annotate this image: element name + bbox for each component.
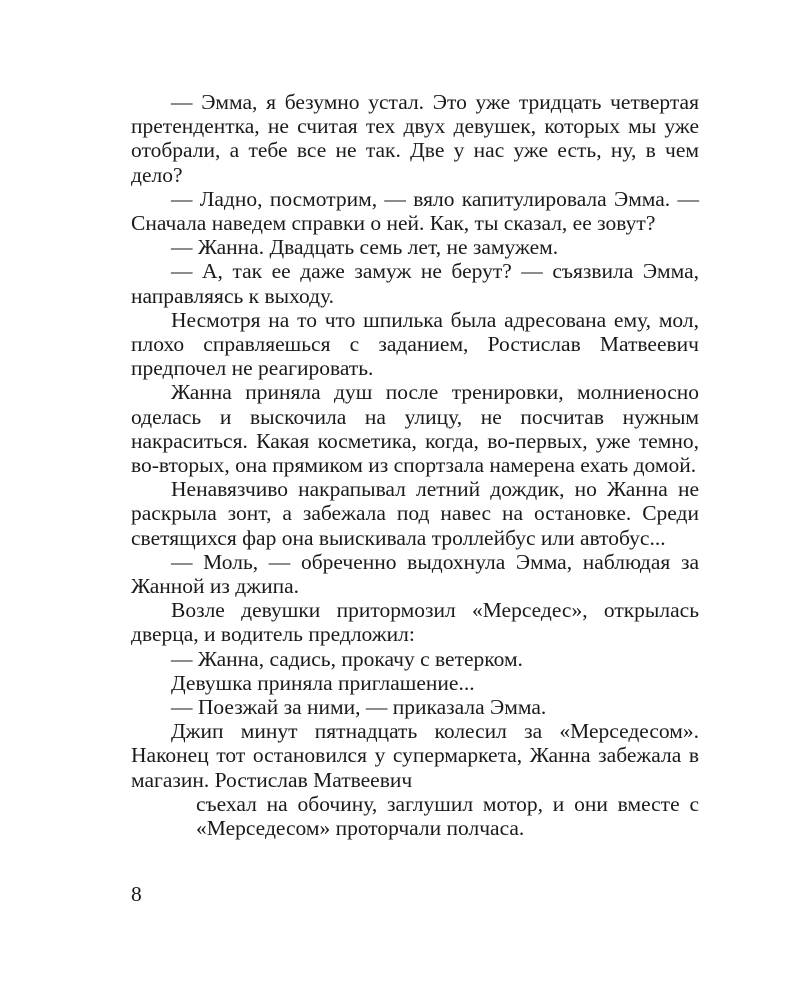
paragraph: — Ладно, посмотрим, — вяло капитулировала Эмма. — Сначала наведем справки о ней. Как, ты сказал, ее зовут? — [131, 186, 699, 236]
paragraph: — Поезжай за ними, — приказала Эмма. — [171, 695, 547, 720]
page-number: 8 — [131, 882, 142, 906]
paragraph-continuation: съехал на обочину, заглушил мотор, и они вместе с «Мерседесом» проторчали полчаса. — [196, 791, 699, 841]
paragraph: Возле девушки притормозил «Мерседес», открылась дверца, и водитель предложил: — [131, 598, 699, 647]
paragraph: — Эмма, я безумно устал. Это уже тридцать четвертая претендентка, не считая тех двух девушек, которых мы уже отобрали, а тебе все не так. Две у нас уже есть, ну, в чем дело? — [131, 90, 699, 187]
paragraph: — Жанна. Двадцать семь лет, не замужем. — [171, 235, 559, 260]
paragraph: — Жанна, садись, прокачу с ветерком. — [171, 646, 523, 671]
page-text — [131, 90, 699, 840]
paragraph: Несмотря на то что шпилька была адресована ему, мол, плохо справляешься с заданием, Ростислав Матвеевич предпочел не реагировать. — [131, 307, 699, 381]
paragraph: Жанна приняла душ после тренировки, молниеносно оделась и выскочила на улицу, не посчитав нужным накраситься. Какая косметика, когда, во-первых, уже темно, во-вторых, она прямиком из спортзала намерена ехать домой. — [131, 380, 699, 478]
paragraph: — Моль, — обреченно выдохнула Эмма, наблюдая за Жанной из джипа. — [131, 549, 699, 599]
paragraph: — А, так ее даже замуж не берут? — съязвила Эмма, направляясь к выходу. — [131, 259, 699, 308]
paragraph: Ненавязчиво накрапывал летний дождик, но Жанна не раскрыла зонт, а забежала под навес на остановке. Среди светящихся фар она выискивала троллейбус или автобус... — [131, 477, 699, 550]
paragraph: Джип минут пятнадцать колесил за «Мерседесом». Наконец тот остановился у супермаркета, Жанна забежала в магазин. Ростислав Матвеевич — [131, 719, 699, 792]
paragraph: Девушка приняла приглашение... — [171, 670, 475, 695]
